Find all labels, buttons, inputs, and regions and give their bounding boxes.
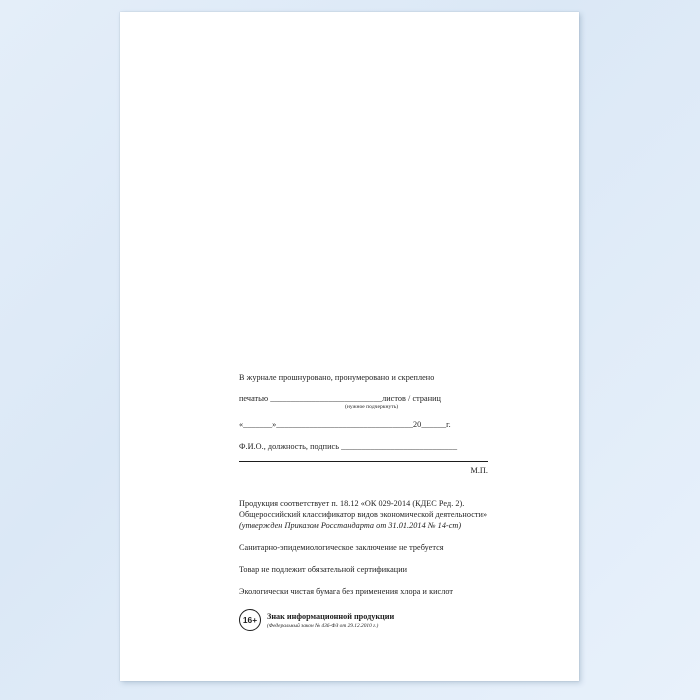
product-compliance-block: [239, 498, 519, 531]
mp-label: М.П.: [470, 465, 488, 475]
document-page: [120, 12, 579, 681]
intro-line: В журнале прошнуровано, пронумеровано и скреплено: [239, 373, 435, 382]
product-line-1: Продукция соответствует п. 18.12 «ОК 029-2014 (КДЕС Ред. 2).: [239, 498, 465, 508]
product-line-3: (утвержден Приказом Росстандарта от 31.01.2014 № 14-ст): [239, 520, 462, 530]
date-line: «_______»_________________________________20______г.: [239, 419, 451, 429]
seal-line: печатью ___________________________листов / страниц: [239, 394, 441, 404]
certification-line: Товар не подлежит обязательной сертификации: [239, 565, 408, 575]
age-mark-texts: [267, 611, 394, 630]
seal-note: (нужное подчеркнуть): [345, 404, 399, 411]
document-text-block: [239, 372, 519, 631]
age-mark-title: Знак информационной продукции: [267, 611, 395, 621]
ecology-line: Экологически чистая бумага без применения хлора и кислот: [239, 587, 454, 597]
sanitary-line: Санитарно-эпидемиологическое заключение не требуется: [239, 543, 444, 553]
age-rating-icon: 16+: [239, 609, 261, 631]
fio-line: Ф.И.О., должность, подпись ____________________________: [239, 441, 458, 451]
signature-rule: [239, 454, 488, 462]
age-mark-block: [239, 609, 519, 631]
product-line-2: Общероссийский классификатор видов экономической деятельности»: [239, 509, 488, 519]
age-mark-law: (Федеральный закон № 436-ФЗ от 29.12.2010 г.): [267, 622, 379, 629]
